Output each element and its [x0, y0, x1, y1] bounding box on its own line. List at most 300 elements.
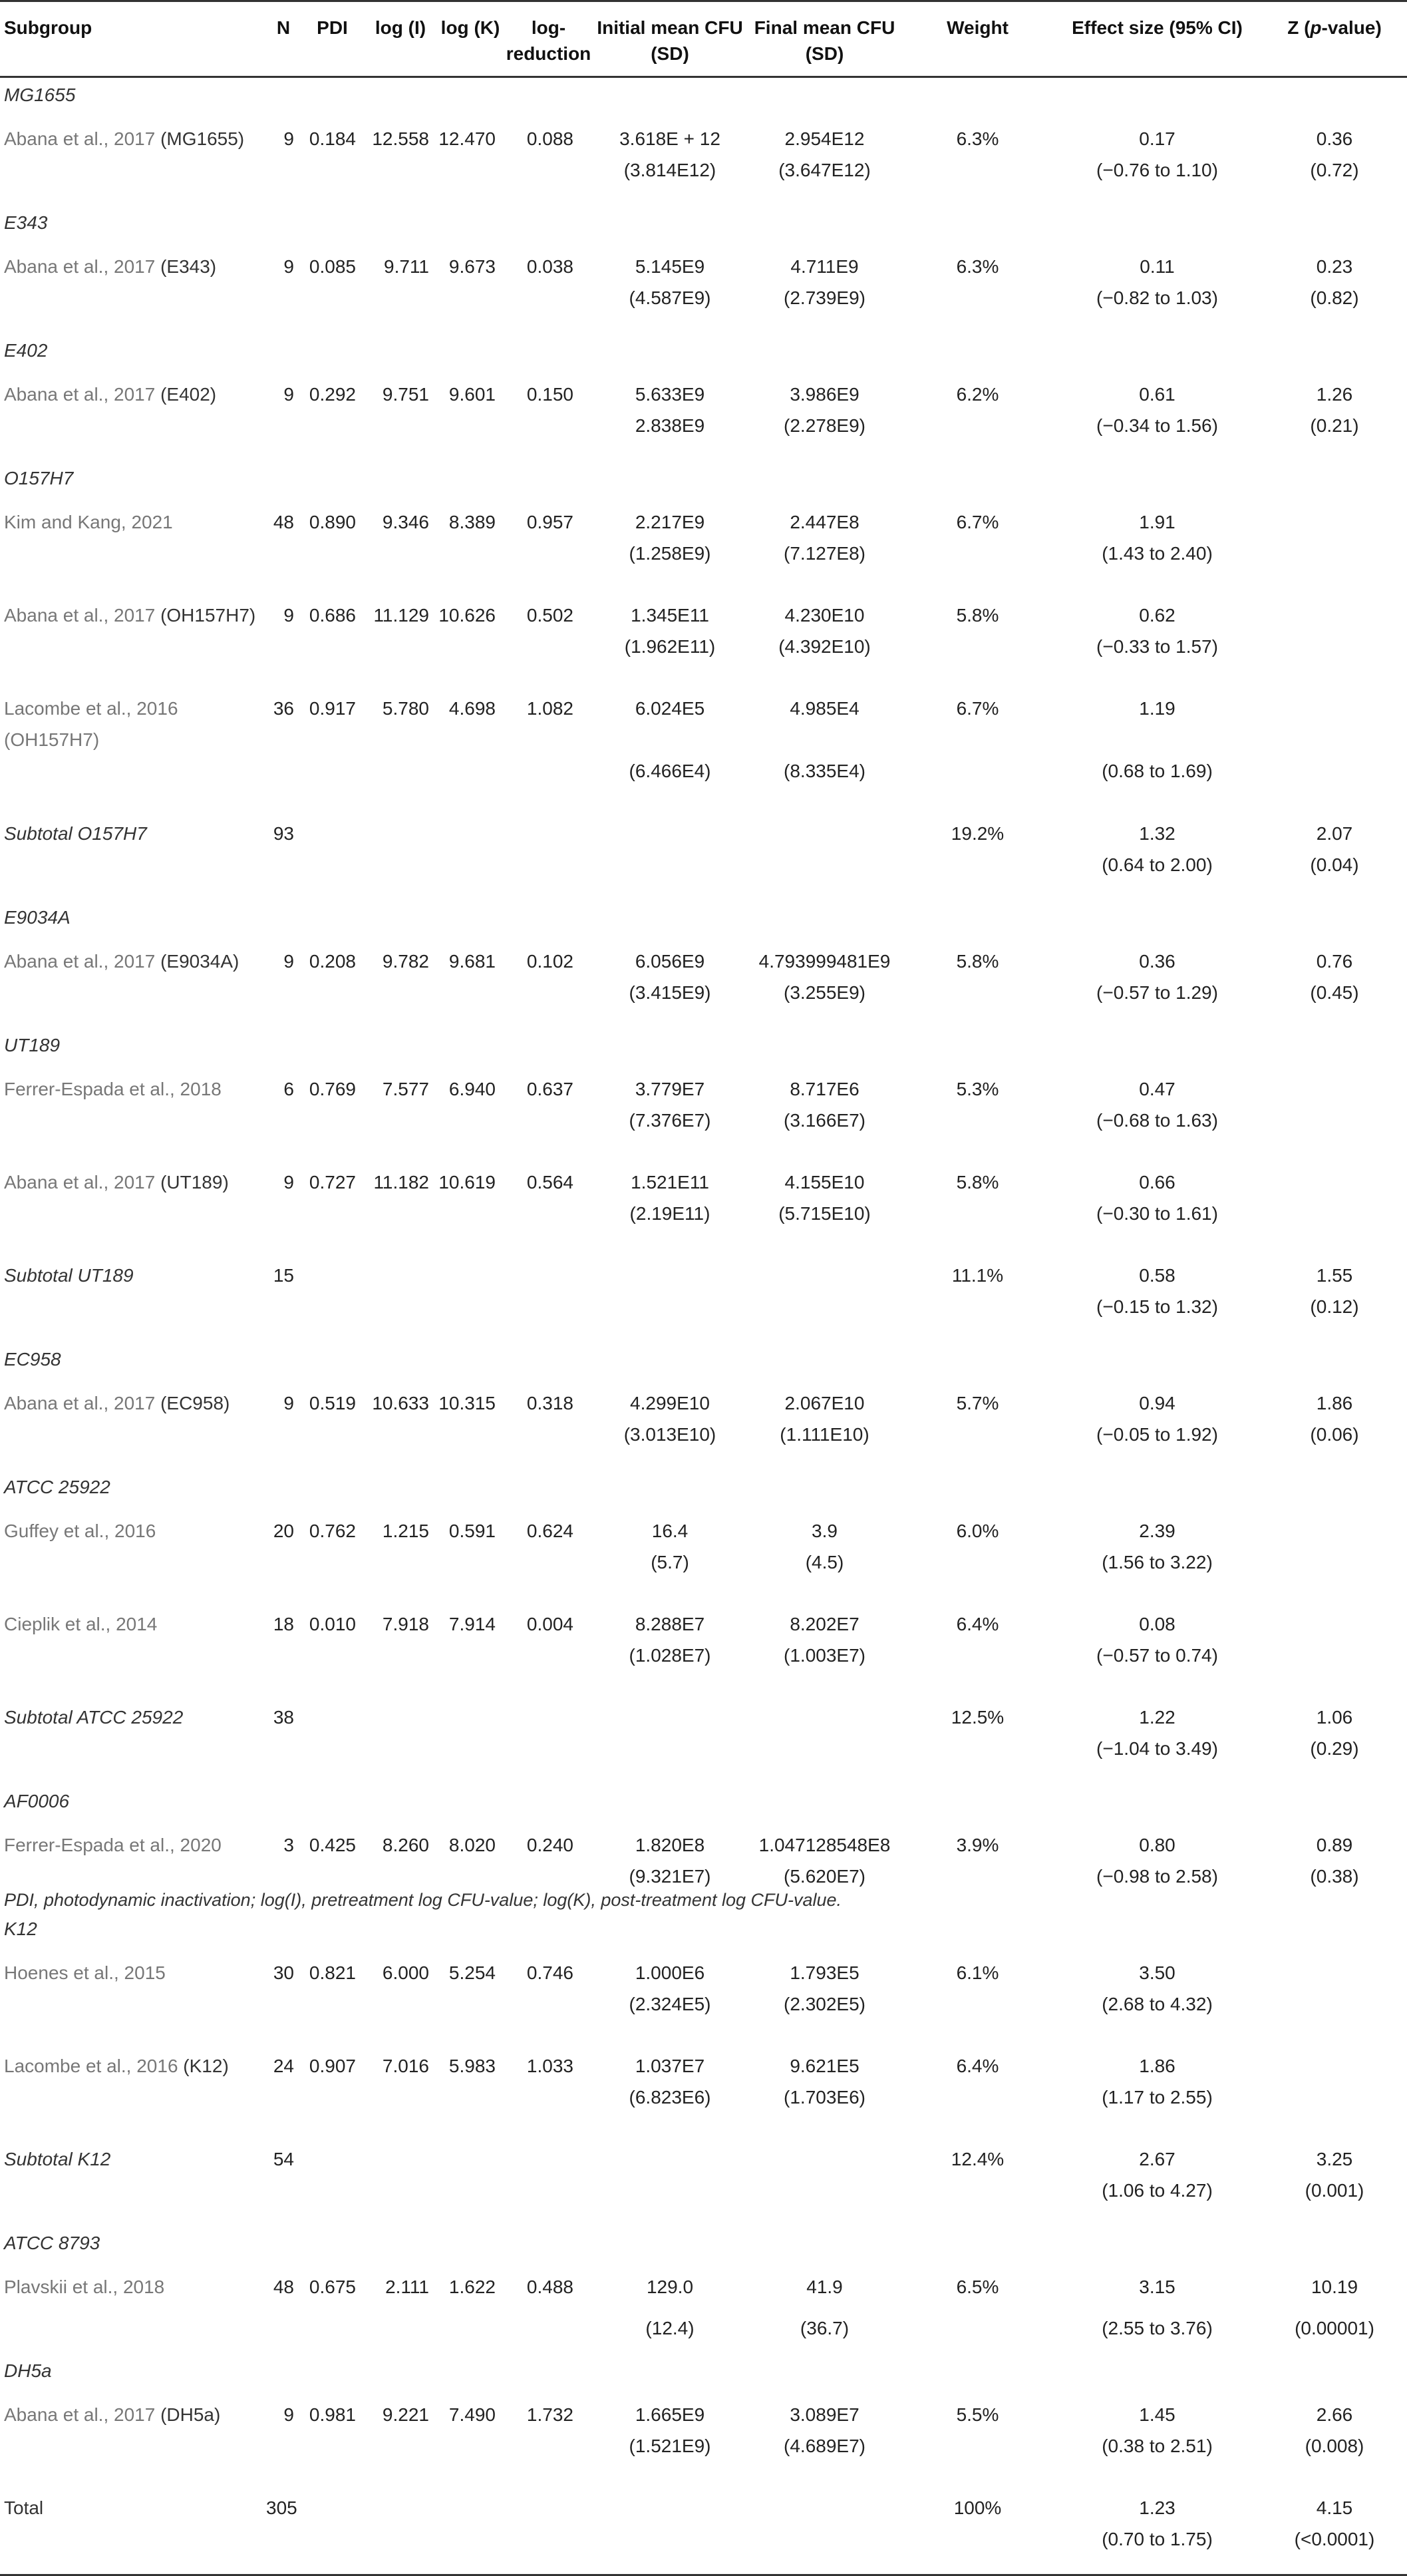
cell-value: 4.230E10 — [784, 605, 865, 626]
initial-cfu-cell — [593, 112, 746, 206]
log-k-cell: 9.601 — [448, 384, 496, 405]
study-cell — [0, 807, 266, 900]
cell-value: 0.89 — [1316, 1835, 1353, 1855]
cell-value-secondary: (1.06 to 4.27) — [1102, 2180, 1213, 2201]
effect-size-cell — [1052, 368, 1262, 461]
final-cfu-cell — [746, 1063, 903, 1156]
study-cell — [0, 935, 266, 1028]
cell-value-secondary: (3.013E10) — [623, 1424, 716, 1445]
cell-value-secondary: (1.111E10) — [780, 1424, 869, 1445]
z-value-cell — [1262, 807, 1407, 900]
cell-value: 4.15 — [1316, 2497, 1353, 2518]
weight-cell: 5.8% — [956, 1172, 999, 1193]
weight-cell: 3.9% — [956, 1835, 999, 1855]
group-label: MG1655 — [4, 85, 76, 105]
cell-value-secondary: (4.5) — [805, 1552, 844, 1572]
cell-value-secondary: (1.258E9) — [629, 543, 711, 564]
cell-value-secondary: (5.620E7) — [784, 1866, 865, 1887]
cell-value-secondary: (36.7) — [800, 2318, 850, 2338]
study-cell — [0, 1249, 266, 1342]
cell-value-secondary: (3.415E9) — [629, 982, 711, 1003]
z-value-cell — [1262, 1946, 1407, 2040]
group-header-row — [0, 1342, 1407, 1377]
empty-cell — [504, 1249, 593, 1342]
z-value-cell — [1262, 1598, 1407, 1691]
log-reduction-cell: 0.240 — [526, 1835, 573, 1855]
cell-value: 3.089E7 — [790, 2404, 860, 2425]
study-strain: (OH157H7) — [4, 729, 100, 750]
cell-value: 5.633E9 — [635, 384, 705, 405]
cell-value: 4.793999481E9 — [758, 951, 891, 972]
log-i-cell: 6.000 — [382, 1962, 429, 1983]
cell-value: 1.45 — [1139, 2404, 1175, 2425]
cell-value-secondary: (2.55 to 3.76) — [1102, 2318, 1213, 2338]
cell-value-secondary: (3.647E12) — [778, 160, 871, 180]
n-cell: 9 — [283, 1393, 294, 1413]
cell-value: 3.986E9 — [790, 384, 860, 405]
final-cfu-cell — [746, 589, 903, 682]
log-reduction-cell: 1.033 — [526, 2056, 573, 2076]
effect-size-cell — [1052, 807, 1262, 900]
n-cell: 9 — [283, 384, 294, 405]
total-row — [0, 2482, 1407, 2575]
n-cell: 30 — [273, 1962, 294, 1983]
row-label: Subtotal K12 — [4, 2149, 111, 2169]
study-cell — [0, 1691, 266, 1784]
empty-cell — [593, 2133, 746, 2226]
row-label: Subtotal UT189 — [4, 1265, 134, 1286]
log-k-cell: 9.681 — [448, 951, 496, 972]
cell-value-secondary: (−0.82 to 1.03) — [1096, 287, 1218, 308]
cell-value: 3.9 — [812, 1521, 838, 1541]
empty-cell — [437, 807, 504, 900]
cell-value-secondary: (−0.15 to 1.32) — [1096, 1296, 1218, 1317]
study-cell — [0, 1598, 266, 1691]
log-k-cell: 10.626 — [438, 605, 496, 626]
log-reduction-cell: 0.564 — [526, 1172, 573, 1193]
cell-value: 3.50 — [1139, 1962, 1175, 1983]
study-citation: Abana et al., 2017 — [4, 1393, 156, 1413]
n-cell: 305 — [266, 2482, 301, 2575]
cell-value-secondary: (1.521E9) — [629, 2436, 711, 2456]
cell-value: 0.47 — [1139, 1079, 1175, 1099]
pdi-cell: 0.675 — [309, 2277, 356, 2297]
header-z-rest: -value) — [1321, 17, 1382, 38]
cell-value: 4.985E4 — [790, 698, 860, 719]
group-label: ATCC 25922 — [4, 1477, 110, 1497]
cell-value: 0.76 — [1316, 951, 1353, 972]
cell-value-secondary: (2.739E9) — [784, 287, 865, 308]
cell-value: 2.39 — [1139, 1521, 1175, 1541]
group-header-row — [0, 2354, 1407, 2388]
z-value-cell — [1262, 2133, 1407, 2226]
cell-value-secondary: (6.466E4) — [629, 761, 711, 781]
cell-value-secondary: (−0.57 to 0.74) — [1096, 1645, 1218, 1666]
group-header-row — [0, 77, 1407, 113]
cell-value-secondary: (0.04) — [1310, 854, 1359, 875]
study-row — [0, 1505, 1407, 1598]
empty-cell — [746, 1691, 903, 1784]
cell-value: 1.06 — [1316, 1707, 1353, 1728]
pdi-cell: 0.519 — [309, 1393, 356, 1413]
cell-value: 41.9 — [806, 2277, 843, 2297]
cell-value: 3.618E + 12 — [619, 128, 720, 149]
cell-value: 1.86 — [1316, 1393, 1353, 1413]
cell-value: 0.66 — [1139, 1172, 1175, 1193]
empty-cell — [301, 1249, 364, 1342]
study-strain: (E402) — [160, 384, 217, 405]
cell-value-secondary: 2.838E9 — [635, 415, 705, 436]
cell-value-secondary: (0.06) — [1310, 1424, 1359, 1445]
cell-value: 2.07 — [1316, 823, 1353, 844]
log-i-cell: 7.577 — [382, 1079, 429, 1099]
effect-size-cell — [1052, 2482, 1262, 2575]
study-cell — [0, 1063, 266, 1156]
header-effect-size: Effect size (95% CI) — [1052, 1, 1262, 77]
n-cell: 9 — [283, 2404, 294, 2425]
pdi-cell: 0.184 — [309, 128, 356, 149]
cell-value: 1.820E8 — [635, 1835, 705, 1855]
final-cfu-cell — [746, 1156, 903, 1249]
cell-value: 0.23 — [1316, 256, 1353, 277]
study-citation: Abana et al., 2017 — [4, 605, 156, 626]
cell-value-secondary: (3.814E12) — [623, 160, 716, 180]
pdi-cell: 0.727 — [309, 1172, 356, 1193]
cell-value-secondary: (1.028E7) — [629, 1645, 711, 1666]
header-weight: Weight — [903, 1, 1052, 77]
cell-value: 4.299E10 — [630, 1393, 710, 1413]
study-cell — [0, 1946, 266, 2040]
cell-value-secondary: (−0.30 to 1.61) — [1096, 1203, 1218, 1224]
empty-cell — [301, 2482, 364, 2575]
cell-value-secondary: (−0.34 to 1.56) — [1096, 415, 1218, 436]
log-i-cell: 5.780 — [382, 698, 429, 719]
group-header-row — [0, 900, 1407, 935]
effect-size-cell — [1052, 935, 1262, 1028]
final-cfu-cell — [746, 2040, 903, 2133]
log-i-cell: 9.751 — [382, 384, 429, 405]
cell-spacer — [593, 724, 746, 755]
cell-value-secondary: (0.72) — [1310, 160, 1359, 180]
effect-size-cell — [1052, 2040, 1262, 2133]
pdi-cell: 0.762 — [309, 1521, 356, 1541]
cell-value: 1.665E9 — [635, 2404, 705, 2425]
study-cell — [0, 589, 266, 682]
study-row — [0, 682, 1407, 807]
cell-value-secondary: (5.7) — [651, 1552, 689, 1572]
study-citation: Hoenes et al., 2015 — [4, 1962, 166, 1983]
study-strain: (OH157H7) — [160, 605, 256, 626]
z-value-cell — [1262, 1505, 1407, 1598]
log-i-cell: 9.711 — [384, 256, 429, 277]
cell-value-secondary: (1.43 to 2.40) — [1102, 543, 1213, 564]
study-citation: Ferrer-Espada et al., 2018 — [4, 1079, 222, 1099]
cell-value: 8.288E7 — [635, 1614, 705, 1634]
cell-value: 1.000E6 — [635, 1962, 705, 1983]
final-cfu-cell — [746, 1377, 903, 1470]
weight-cell: 6.7% — [956, 512, 999, 532]
log-i-cell: 11.182 — [373, 1172, 429, 1193]
z-value-cell — [1262, 1156, 1407, 1249]
cell-value: 1.55 — [1316, 1265, 1353, 1286]
cell-value-secondary: (0.64 to 2.00) — [1102, 854, 1213, 875]
effect-size-cell — [1052, 1819, 1262, 1912]
z-value-cell — [1262, 1691, 1407, 1784]
study-cell — [0, 682, 266, 807]
log-reduction-cell: 0.488 — [526, 2277, 573, 2297]
cell-value-secondary: (0.38) — [1310, 1866, 1359, 1887]
study-row — [0, 112, 1407, 206]
empty-cell — [301, 807, 364, 900]
cell-value-secondary: (0.38 to 2.51) — [1102, 2436, 1213, 2456]
final-cfu-cell — [746, 682, 903, 807]
n-cell: 3 — [283, 1835, 294, 1855]
log-k-cell: 5.254 — [448, 1962, 496, 1983]
log-reduction-cell: 0.957 — [526, 512, 573, 532]
log-reduction-cell: 0.318 — [526, 1393, 573, 1413]
final-cfu-cell — [746, 2388, 903, 2482]
subtotal-row — [0, 1691, 1407, 1784]
study-row — [0, 2040, 1407, 2133]
row-label: Total — [4, 2497, 44, 2518]
study-cell — [0, 2040, 266, 2133]
cell-value-secondary: (2.278E9) — [784, 415, 865, 436]
study-strain: (MG1655) — [160, 128, 245, 149]
initial-cfu-cell — [593, 2388, 746, 2482]
cell-value-secondary: (0.70 to 1.75) — [1102, 2529, 1213, 2549]
final-cfu-cell — [746, 1598, 903, 1691]
group-header-row — [0, 1912, 1407, 1946]
weight-cell: 6.0% — [956, 1521, 999, 1541]
cell-value: 0.17 — [1139, 128, 1175, 149]
study-row — [0, 2261, 1407, 2354]
initial-cfu-cell — [593, 1063, 746, 1156]
group-label: K12 — [4, 1919, 37, 1939]
n-cell: 9 — [283, 256, 294, 277]
cell-spacer — [1262, 2302, 1407, 2312]
cell-value: 9.621E5 — [790, 2056, 860, 2076]
cell-value-secondary: (1.003E7) — [784, 1645, 865, 1666]
study-row — [0, 1598, 1407, 1691]
study-citation: Abana et al., 2017 — [4, 256, 156, 277]
weight-cell: 5.5% — [956, 2404, 999, 2425]
empty-cell — [746, 2133, 903, 2226]
cell-spacer — [746, 724, 903, 755]
cell-value: 0.62 — [1139, 605, 1175, 626]
header-row — [0, 1, 1407, 77]
n-cell: 93 — [273, 823, 294, 844]
empty-cell — [437, 1249, 504, 1342]
log-k-cell: 5.983 — [448, 2056, 496, 2076]
cell-value: 3.25 — [1316, 2149, 1353, 2169]
weight-cell: 6.4% — [956, 2056, 999, 2076]
z-value-cell — [1262, 2040, 1407, 2133]
initial-cfu-cell — [593, 935, 746, 1028]
study-row — [0, 1377, 1407, 1470]
empty-cell — [593, 1249, 746, 1342]
cell-value: 3.779E7 — [635, 1079, 705, 1099]
log-k-cell: 7.914 — [448, 1614, 496, 1634]
n-cell: 15 — [273, 1265, 294, 1286]
header-final-cfu: Final mean CFU (SD) — [746, 1, 903, 77]
z-value-cell — [1262, 496, 1407, 589]
header-z-label: Z ( — [1287, 17, 1311, 38]
cell-value: 1.91 — [1139, 512, 1175, 532]
group-label: AF0006 — [4, 1791, 70, 1811]
weight-cell: 100% — [903, 2482, 1052, 2575]
study-row — [0, 368, 1407, 461]
cell-value-secondary: (7.376E7) — [629, 1110, 711, 1131]
cell-value: 2.447E8 — [790, 512, 860, 532]
cell-value-secondary: (0.21) — [1310, 415, 1359, 436]
cell-value: 10.19 — [1311, 2277, 1358, 2297]
group-label: O157H7 — [4, 468, 74, 488]
weight-cell: 11.1% — [951, 1265, 1004, 1286]
n-cell: 36 — [273, 698, 294, 719]
cell-value-secondary: (0.29) — [1310, 1738, 1359, 1759]
study-strain: (E9034A) — [160, 951, 239, 972]
empty-cell — [364, 2482, 437, 2575]
study-citation: Abana et al., 2017 — [4, 2404, 156, 2425]
initial-cfu-cell — [593, 368, 746, 461]
cell-value-secondary: (1.17 to 2.55) — [1102, 2087, 1213, 2108]
group-header-row — [0, 461, 1407, 496]
log-k-cell: 1.622 — [448, 2277, 496, 2297]
study-cell — [0, 1505, 266, 1598]
final-cfu-cell — [746, 240, 903, 333]
log-k-cell: 0.591 — [448, 1521, 496, 1541]
cell-value: 6.024E5 — [635, 698, 705, 719]
initial-cfu-cell — [593, 682, 746, 807]
study-strain: (DH5a) — [160, 2404, 221, 2425]
pdi-cell: 0.686 — [309, 605, 356, 626]
cell-value: 0.94 — [1139, 1393, 1175, 1413]
z-value-cell — [1262, 1249, 1407, 1342]
cell-value-secondary: (9.321E7) — [629, 1866, 711, 1887]
n-cell: 38 — [273, 1707, 294, 1728]
cell-value: 0.08 — [1139, 1614, 1175, 1634]
n-cell: 9 — [283, 128, 294, 149]
log-i-cell: 2.111 — [385, 2277, 429, 2297]
n-cell: 18 — [273, 1614, 294, 1634]
cell-value: 2.217E9 — [635, 512, 705, 532]
cell-value-secondary: (<0.0001) — [1294, 2529, 1375, 2549]
pdi-cell: 0.907 — [309, 2056, 356, 2076]
initial-cfu-cell — [593, 240, 746, 333]
z-value-cell — [1262, 368, 1407, 461]
log-i-cell: 9.221 — [382, 2404, 429, 2425]
cell-value-secondary: (−0.57 to 1.29) — [1096, 982, 1218, 1003]
header-z-value — [1262, 1, 1407, 77]
cell-value-secondary: (7.127E8) — [784, 543, 865, 564]
cell-value-secondary: (0.45) — [1310, 982, 1359, 1003]
log-i-cell: 11.129 — [373, 605, 429, 626]
cell-value: 16.4 — [651, 1521, 689, 1541]
header-log-k: log (K) — [437, 1, 504, 77]
final-cfu-cell — [746, 496, 903, 589]
study-row — [0, 1063, 1407, 1156]
effect-size-cell — [1052, 1156, 1262, 1249]
cell-value-secondary: (2.324E5) — [629, 1994, 711, 2014]
cell-value: 1.521E11 — [631, 1172, 709, 1193]
log-reduction-cell: 1.082 — [526, 698, 573, 719]
effect-size-cell — [1052, 2388, 1262, 2482]
pdi-cell: 0.821 — [309, 1962, 356, 1983]
study-citation: Ferrer-Espada et al., 2020 — [4, 1835, 222, 1855]
weight-cell: 12.5% — [951, 1707, 1005, 1728]
cell-value-secondary: (4.689E7) — [784, 2436, 865, 2456]
log-reduction-cell: 0.637 — [526, 1079, 573, 1099]
log-reduction-cell: 0.102 — [526, 951, 573, 972]
initial-cfu-cell — [593, 2040, 746, 2133]
pdi-cell: 0.292 — [309, 384, 356, 405]
initial-cfu-cell — [593, 589, 746, 682]
study-cell — [0, 496, 266, 589]
log-i-cell: 8.260 — [382, 1835, 429, 1855]
effect-size-cell — [1052, 682, 1262, 807]
study-cell — [0, 2133, 266, 2226]
cell-value: 2.66 — [1316, 2404, 1353, 2425]
empty-cell — [504, 2133, 593, 2226]
z-value-cell — [1262, 2261, 1407, 2354]
initial-cfu-cell — [593, 2261, 746, 2354]
cell-value-secondary: (1.56 to 3.22) — [1102, 1552, 1213, 1572]
pdi-cell: 0.010 — [309, 1614, 356, 1634]
study-cell — [0, 2482, 266, 2575]
study-cell — [0, 368, 266, 461]
header-pdi: PDI — [301, 1, 364, 77]
pdi-cell: 0.981 — [309, 2404, 356, 2425]
study-cell — [0, 1156, 266, 1249]
log-reduction-cell: 0.150 — [526, 384, 573, 405]
cell-value-secondary: (−0.68 to 1.63) — [1096, 1110, 1218, 1131]
log-k-cell: 4.698 — [448, 698, 496, 719]
group-label: UT189 — [4, 1035, 61, 1055]
study-cell — [0, 2388, 266, 2482]
log-k-cell: 10.315 — [438, 1393, 496, 1413]
group-header-row — [0, 2226, 1407, 2261]
weight-cell: 6.7% — [956, 698, 999, 719]
cell-value-secondary: (0.00001) — [1295, 2318, 1374, 2338]
cell-value-secondary: (1.962E11) — [624, 636, 716, 657]
empty-cell — [746, 1249, 903, 1342]
empty-cell — [301, 2133, 364, 2226]
study-strain: (EC958) — [160, 1393, 230, 1413]
cell-value: 4.711E9 — [790, 256, 859, 277]
cell-value: 1.047128548E8 — [758, 1835, 891, 1855]
weight-cell: 5.8% — [956, 951, 999, 972]
weight-cell: 6.1% — [956, 1962, 999, 1983]
effect-size-cell — [1052, 1946, 1262, 2040]
study-row — [0, 2388, 1407, 2482]
cell-value: 1.037E7 — [635, 2056, 705, 2076]
cell-value-secondary: (0.12) — [1310, 1296, 1359, 1317]
study-citation: Cieplik et al., 2014 — [4, 1614, 158, 1634]
row-label: Subtotal ATCC 25922 — [4, 1707, 184, 1728]
cell-value: 1.32 — [1139, 823, 1175, 844]
log-i-cell: 12.558 — [372, 128, 429, 149]
empty-cell — [593, 807, 746, 900]
effect-size-cell — [1052, 1505, 1262, 1598]
empty-cell — [746, 2482, 903, 2575]
cell-value-secondary: (4.587E9) — [629, 287, 711, 308]
initial-cfu-cell — [593, 1377, 746, 1470]
cell-value: 8.202E7 — [790, 1614, 860, 1634]
cell-value-secondary: (2.68 to 4.32) — [1102, 1994, 1213, 2014]
n-cell: 24 — [273, 2056, 294, 2076]
cell-value: 5.145E9 — [635, 256, 705, 277]
subtotal-row — [0, 2133, 1407, 2226]
